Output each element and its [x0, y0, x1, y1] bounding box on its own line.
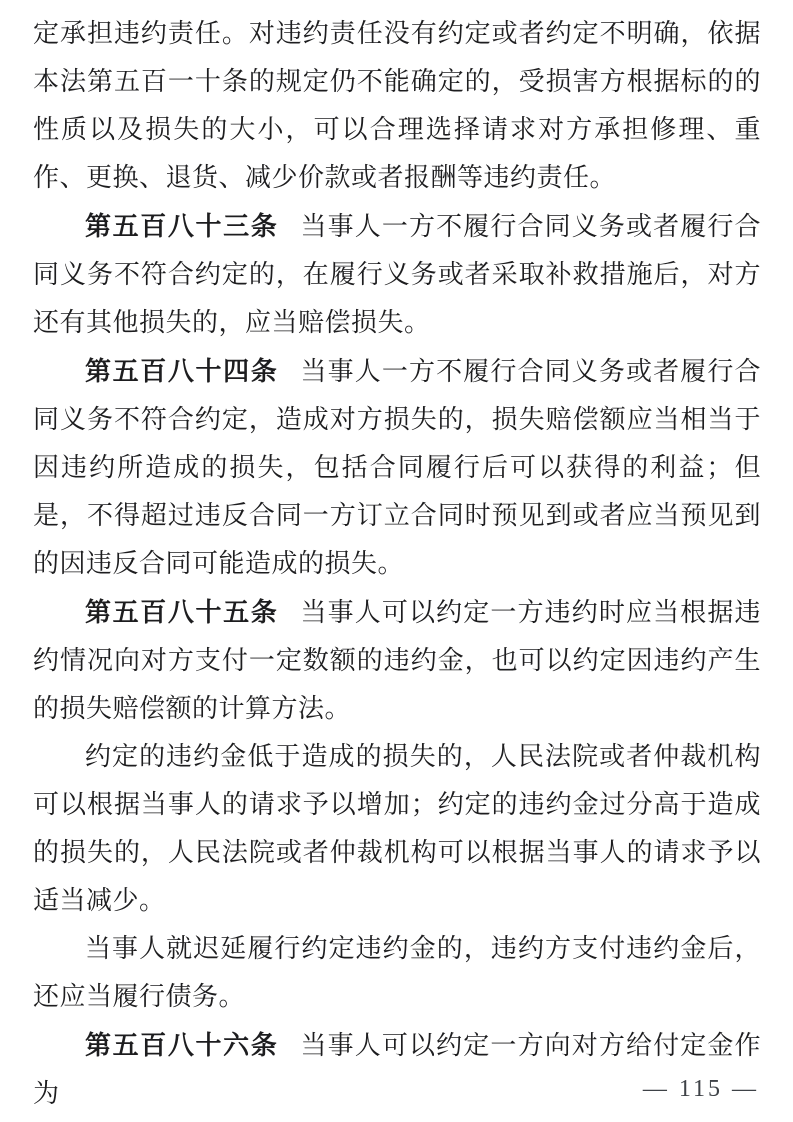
paragraph [33, 588, 761, 733]
paragraph-text: 定承担违约责任。对违约责任没有约定或者约定不明确，依据本法第五百一十条的规定仍不能确定的，受损害方根据标的的性质以及损失的大小，可以合理选择请求对方承担修理、重作、更换、退货、减少价款或者报酬等违约责任。 [33, 19, 761, 192]
paragraph-text: 当事人一方不履行合同义务或者履行合同义务不符合约定的，在履行义务或者采取补救措施后，对方还有其他损失的，应当赔偿损失。 [33, 212, 761, 337]
paragraph-text: 约定的违约金低于造成的损失的，人民法院或者仲裁机构可以根据当事人的请求予以增加；约定的违约金过分高于造成的损失的，人民法院或者仲裁机构可以根据当事人的请求予以适当减少。 [33, 742, 761, 915]
paragraph-text: 当事人就迟延履行约定违约金的，违约方支付违约金后，还应当履行债务。 [33, 934, 761, 1011]
paragraph [33, 202, 761, 347]
article-number: 第五百八十四条 [85, 356, 279, 386]
paragraph [33, 925, 761, 1021]
article-number: 第五百八十三条 [85, 211, 279, 241]
article-number: 第五百八十六条 [85, 1030, 279, 1060]
paragraph [33, 10, 761, 202]
paragraph [33, 733, 761, 925]
page-number: — 115 — [642, 1076, 759, 1102]
paragraph [33, 347, 761, 588]
paragraph-text: 当事人可以约定一方违约时应当根据违约情况向对方支付一定数额的违约金，也可以约定因违约产生的损失赔偿额的计算方法。 [33, 598, 761, 723]
paragraph-text: 当事人一方不履行合同义务或者履行合同义务不符合约定，造成对方损失的，损失赔偿额应当相当于因违约所造成的损失，包括合同履行后可以获得的利益；但是，不得超过违反合同一方订立合同时预见到或者应当预见到的因违反合同可能造成的损失。 [33, 357, 761, 578]
article-number: 第五百八十五条 [85, 597, 279, 627]
paragraph-text: 当事人可以约定一方向对方给付定金作为 [33, 1031, 761, 1108]
